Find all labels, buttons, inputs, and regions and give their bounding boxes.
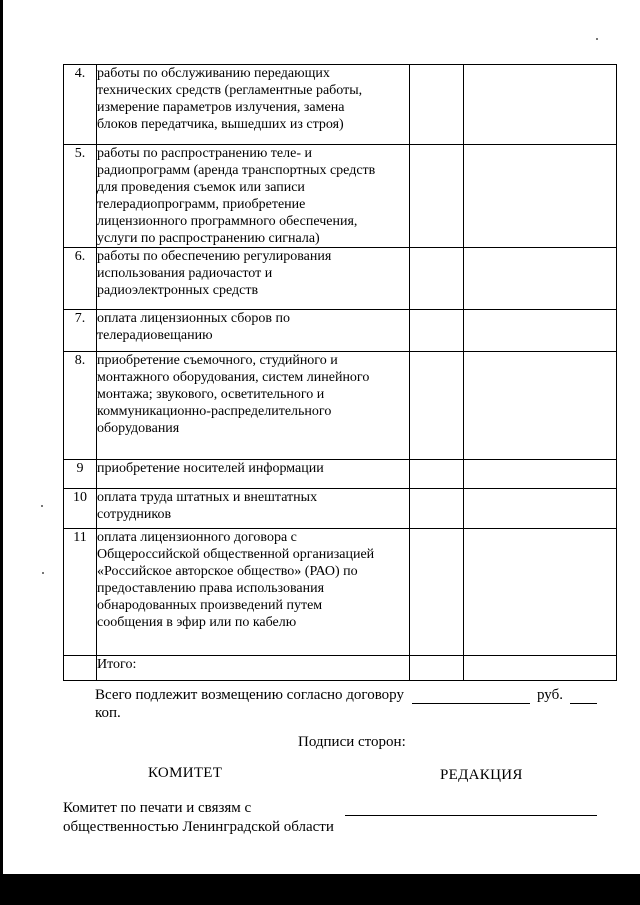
description-line: лицензионного программного обеспечения, bbox=[97, 214, 358, 229]
editorial-signature-line bbox=[345, 815, 597, 816]
description-line: услуги по распространению сигнала) bbox=[97, 231, 320, 246]
description-line: радиопрограмм (аренда транспортных средств bbox=[97, 163, 376, 178]
note-cell bbox=[464, 145, 617, 248]
description-line: сотрудников bbox=[97, 507, 172, 522]
description-line: монтажа; звукового, осветительного и bbox=[97, 387, 325, 402]
total-reimbursement-line bbox=[95, 686, 404, 704]
row-description bbox=[97, 460, 410, 489]
expenses-table-body bbox=[64, 65, 617, 681]
table-row bbox=[64, 460, 617, 489]
description-line: радиоэлектронных средств bbox=[97, 283, 259, 298]
amount-rub-blank bbox=[412, 703, 530, 704]
row-number: 11 bbox=[64, 529, 97, 656]
row-number: 7. bbox=[64, 310, 97, 352]
description-line: оборудования bbox=[97, 421, 180, 436]
scan-left-edge bbox=[0, 0, 3, 874]
committee-name-line-2: общественностью Ленинградской области bbox=[63, 819, 334, 835]
committee-name bbox=[63, 799, 334, 837]
description-line: для проведения съемок или записи bbox=[97, 180, 305, 195]
description-line: монтажного оборудования, систем линейного bbox=[97, 370, 370, 385]
description-line: оплата лицензионных сборов по bbox=[97, 311, 291, 326]
amount-kop-blank bbox=[570, 703, 597, 704]
row-number: 6. bbox=[64, 248, 97, 310]
table-row bbox=[64, 529, 617, 656]
table-row bbox=[64, 352, 617, 460]
scan-speck bbox=[596, 38, 598, 40]
amount-cell bbox=[410, 65, 464, 145]
row-number: 10 bbox=[64, 489, 97, 529]
table-row bbox=[64, 489, 617, 529]
amount-cell bbox=[410, 352, 464, 460]
row-description bbox=[97, 310, 410, 352]
row-description bbox=[97, 65, 410, 145]
total-reimbursement-text: Всего подлежит возмещению согласно договору bbox=[95, 687, 404, 703]
total-row bbox=[64, 656, 617, 681]
note-cell bbox=[464, 310, 617, 352]
amount-cell bbox=[410, 489, 464, 529]
note-cell bbox=[464, 248, 617, 310]
total-amount-cell bbox=[410, 656, 464, 681]
amount-cell bbox=[410, 460, 464, 489]
total-number-cell bbox=[64, 656, 97, 681]
scan-speck bbox=[42, 572, 44, 574]
editorial-heading: РЕДАКЦИЯ bbox=[440, 767, 523, 783]
description-line: использования радиочастот и bbox=[97, 266, 273, 281]
amount-cell bbox=[410, 145, 464, 248]
note-cell bbox=[464, 460, 617, 489]
signatures-heading: Подписи сторон: bbox=[298, 734, 406, 750]
description-line: работы по обеспечению регулирования bbox=[97, 249, 332, 264]
row-number: 9 bbox=[64, 460, 97, 489]
committee-name-line-1: Комитет по печати и связям с bbox=[63, 800, 252, 816]
description-line: блоков передатчика, вышедших из строя) bbox=[97, 117, 344, 132]
description-line: приобретение носителей информации bbox=[97, 461, 324, 476]
row-description bbox=[97, 529, 410, 656]
row-number: 5. bbox=[64, 145, 97, 248]
scan-speck bbox=[41, 505, 43, 507]
description-line: телерадиовещанию bbox=[97, 328, 213, 343]
description-line: предоставлению права использования bbox=[97, 581, 325, 596]
note-cell bbox=[464, 65, 617, 145]
scan-bottom-band bbox=[0, 874, 640, 905]
table-row bbox=[64, 65, 617, 145]
row-description bbox=[97, 489, 410, 529]
description-line: телерадиопрограмм, приобретение bbox=[97, 197, 306, 212]
description-line: оплата труда штатных и внештатных bbox=[97, 490, 318, 505]
description-line: измерение параметров излучения, замена bbox=[97, 100, 345, 115]
description-line: работы по обслуживанию передающих bbox=[97, 66, 330, 81]
row-number: 8. bbox=[64, 352, 97, 460]
row-description bbox=[97, 145, 410, 248]
total-note-cell bbox=[464, 656, 617, 681]
note-cell bbox=[464, 529, 617, 656]
description-line: приобретение съемочного, студийного и bbox=[97, 353, 338, 368]
description-line: коммуникационно-распределительного bbox=[97, 404, 332, 419]
amount-cell bbox=[410, 310, 464, 352]
description-line: работы по распространению теле- и bbox=[97, 146, 312, 161]
amount-cell bbox=[410, 529, 464, 656]
table-row bbox=[64, 248, 617, 310]
description-line: оплата лицензионного договора с bbox=[97, 530, 297, 545]
description-line: Общероссийской общественной организацией bbox=[97, 547, 375, 562]
rub-label: руб. bbox=[537, 687, 563, 703]
total-label: Итого: bbox=[97, 656, 410, 681]
note-cell bbox=[464, 352, 617, 460]
description-line: «Российское авторское общество» (РАО) по bbox=[97, 564, 358, 579]
expenses-table bbox=[63, 64, 617, 681]
table-row bbox=[64, 145, 617, 248]
note-cell bbox=[464, 489, 617, 529]
kop-label: коп. bbox=[95, 705, 121, 721]
description-line: обнародованных произведений путем bbox=[97, 598, 323, 613]
row-description bbox=[97, 248, 410, 310]
committee-heading: КОМИТЕТ bbox=[148, 765, 223, 781]
description-line: сообщения в эфир или по кабелю bbox=[97, 615, 297, 630]
amount-cell bbox=[410, 248, 464, 310]
table-row bbox=[64, 310, 617, 352]
description-line: технических средств (регламентные работы, bbox=[97, 83, 363, 98]
row-description bbox=[97, 352, 410, 460]
row-number: 4. bbox=[64, 65, 97, 145]
